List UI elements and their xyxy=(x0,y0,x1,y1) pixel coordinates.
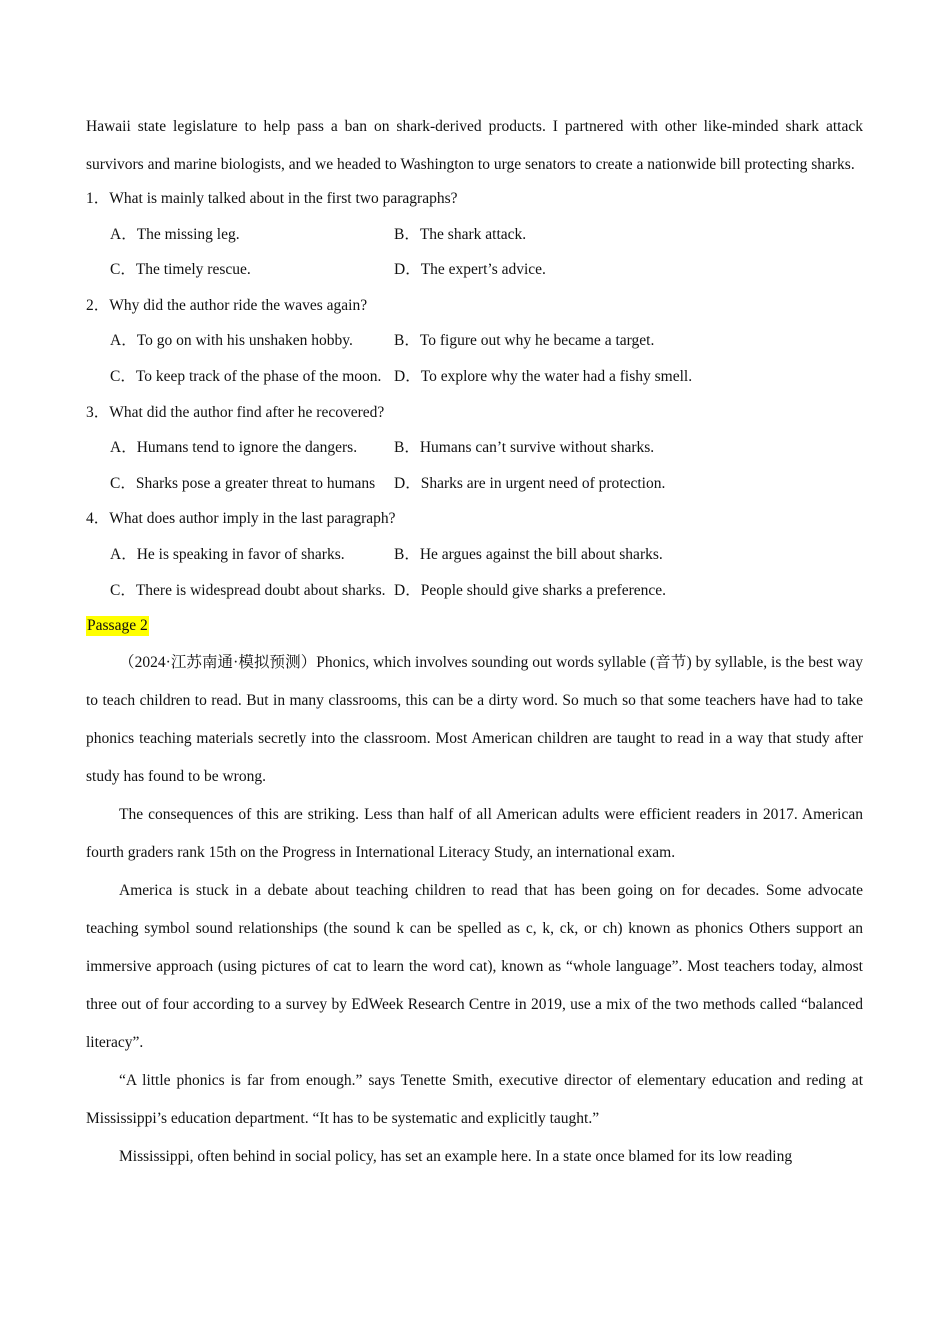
option-a: A．The missing leg. xyxy=(110,225,240,243)
options-row xyxy=(86,252,863,288)
passage-paragraph: America is stuck in a debate about teaching children to read that has been going on for decades. Some advocate teaching symbol sound relationships (the sound k can be spelled as c, k, ck, or ch) known as phonics Others support an immersive approach (using pictures of cat to learn the word cat), known as “whole language”. Most teachers today, almost three out of four according to a survey by EdWeek Research Centre in 2019, use a mix of the two methods called “balanced literacy”. xyxy=(86,881,863,1051)
option-a: A．To go on with his unshaken hobby. xyxy=(110,332,353,350)
page-content xyxy=(86,108,863,1176)
option-b: B．He argues against the bill about sharks. xyxy=(394,545,663,563)
question-stem xyxy=(86,395,863,431)
options-row xyxy=(86,323,863,359)
option-a: A．He is speaking in favor of sharks. xyxy=(110,545,345,563)
question-text: Why did the author ride the waves again? xyxy=(109,296,368,314)
option-b: B．The shark attack. xyxy=(394,225,527,243)
option-d: D．Sharks are in urgent need of protection. xyxy=(394,474,666,492)
option-d: D．People should give sharks a preference. xyxy=(394,581,667,599)
question-text: What did the author find after he recovered? xyxy=(109,403,385,421)
passage-label-row xyxy=(86,608,863,644)
question-block xyxy=(86,395,863,502)
question-block xyxy=(86,501,863,608)
options-row xyxy=(86,466,863,502)
option-c: C．Sharks pose a greater threat to humans xyxy=(110,474,376,492)
question-number: 3． xyxy=(86,403,110,421)
question-stem xyxy=(86,501,863,537)
options-row xyxy=(86,573,863,609)
options-row xyxy=(86,217,863,253)
options-row xyxy=(86,537,863,573)
options-row xyxy=(86,430,863,466)
question-text: What is mainly talked about in the first two paragraphs? xyxy=(109,190,458,207)
question-stem xyxy=(86,288,863,324)
option-a: A．Humans tend to ignore the dangers. xyxy=(110,439,358,457)
options-row xyxy=(86,359,863,395)
option-b: B．To figure out why he became a target. xyxy=(394,332,655,350)
question-block xyxy=(86,288,863,395)
question-number: 2． xyxy=(86,296,110,314)
lead-paragraph: Hawaii state legislature to help pass a ban on shark-derived products. I partnered with other like-minded shark attack survivors and marine biologists, and we headed to Washington to urge senators to create a nationwide bill protecting sharks. xyxy=(86,118,863,173)
option-d: D．To explore why the water had a fishy smell. xyxy=(394,367,693,385)
question-number: 1． xyxy=(86,190,110,207)
option-c: C．The timely rescue. xyxy=(110,261,251,279)
passage-label: Passage 2 xyxy=(87,617,148,635)
question-number: 4． xyxy=(86,510,110,528)
option-c: C．There is widespread doubt about sharks. xyxy=(110,581,386,599)
option-c: C．To keep track of the phase of the moon. xyxy=(110,367,382,385)
question-block xyxy=(86,181,863,288)
question-stem xyxy=(86,181,863,217)
passage-paragraph: The consequences of this are striking. Less than half of all American adults were efficient readers in 2017. American fourth graders rank 15th on the Progress in International Literacy Study, an international exam. xyxy=(86,805,863,861)
option-d: D．The expert’s advice. xyxy=(394,261,546,279)
passage-paragraph: （2024·江苏南通·模拟预测）Phonics, which involves sounding out words syllable (音节) by syllable, is the best way to teach children to read. But in many classrooms, this can be a dirty word. So much so that some teachers have had to take phonics teaching materials secretly into the classroom. Most American children are taught to read in a way that study after study has found to be wrong. xyxy=(86,653,863,785)
question-text: What does author imply in the last paragraph? xyxy=(109,510,396,528)
passage-paragraph: Mississippi, often behind in social policy, has set an example here. In a state once blamed for its low reading xyxy=(119,1147,793,1165)
passage-paragraph: “A little phonics is far from enough.” says Tenette Smith, executive director of elementary education and reding at Mississippi’s education department. “It has to be systematic and explicitly taught.” xyxy=(86,1071,863,1127)
option-b: B．Humans can’t survive without sharks. xyxy=(394,439,655,457)
